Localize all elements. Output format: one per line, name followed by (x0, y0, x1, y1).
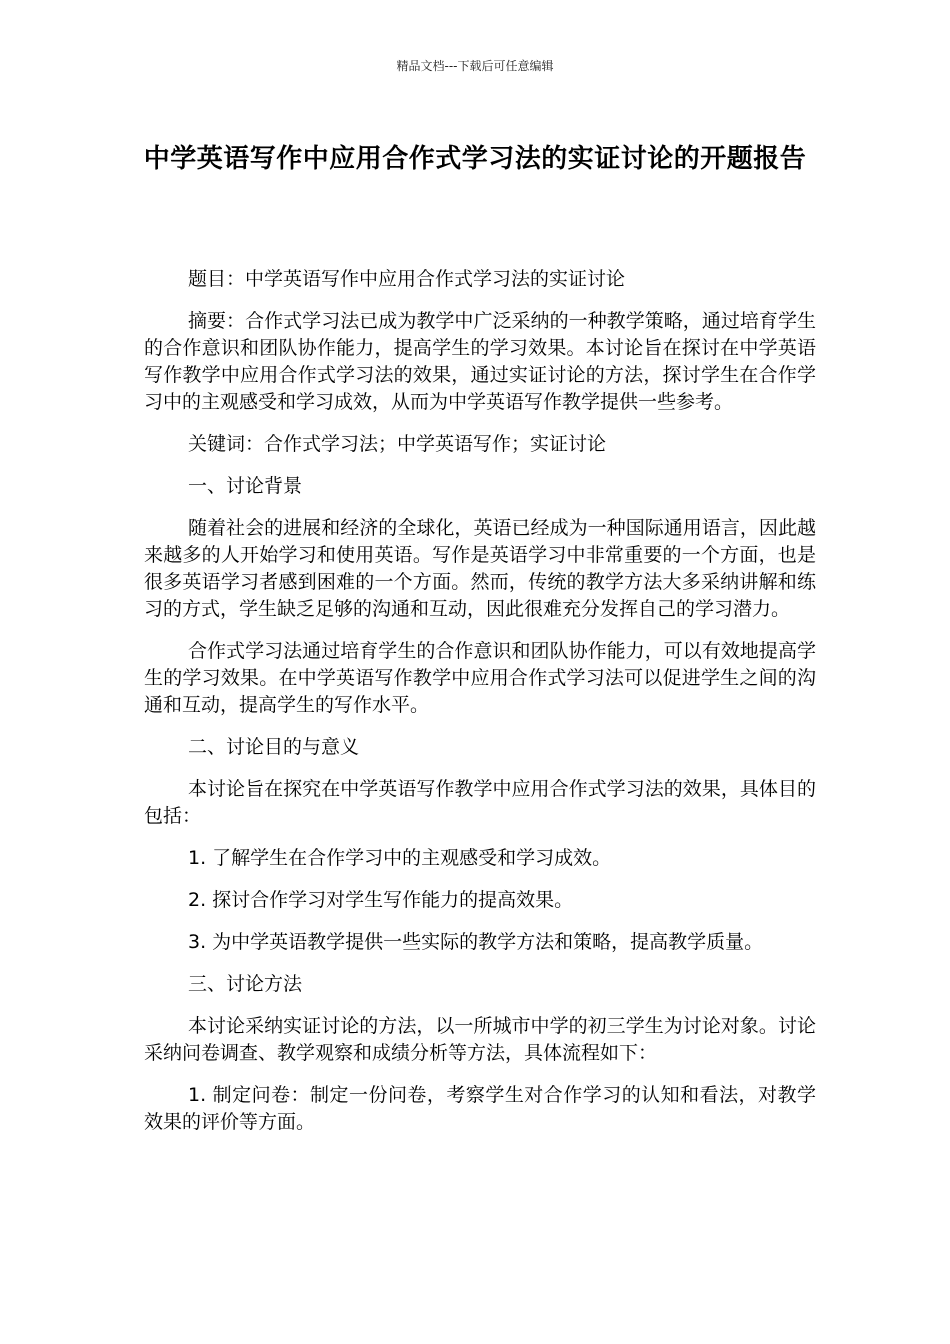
section-heading-purpose: 二、讨论目的与意义 (188, 736, 360, 758)
keywords-line: 关键词：合作式学习法；中学英语写作；实证讨论 (188, 433, 607, 455)
section-heading-background: 一、讨论背景 (188, 475, 303, 497)
background-paragraph-1: 随着社会的进展和经济的全球化，英语已经成为一种国际通用语言，因此越来越多的人开始学习和使用英语。写作是英语学习中非常重要的一个方面，也是很多英语学习者感到困难的一个方面。然而，传统的教学方法大多采纳讲解和练习的方式，学生缺乏足够的沟通和互动，因此很难充分发挥自己的学习潜力。 (144, 517, 816, 620)
document-title: 中学英语写作中应用合作式学习法的实证讨论的开题报告 (143, 144, 807, 174)
background-paragraph-2: 合作式学习法通过培育学生的合作意识和团队协作能力，可以有效地提高学生的学习效果。在中学英语写作教学中应用合作式学习法可以促进学生之间的沟通和互动，提高学生的写作水平。 (144, 640, 816, 716)
document-body (144, 266, 816, 1151)
method-intro-paragraph: 本讨论采纳实证讨论的方法，以一所城市中学的初三学生为讨论对象。讨论采纳问卷调查、教学观察和成绩分析等方法，具体流程如下： (144, 1015, 816, 1064)
purpose-list-item: 2. 探讨合作学习对学生写作能力的提高效果。 (188, 889, 574, 911)
section-heading-method: 三、讨论方法 (188, 973, 303, 995)
topic-line: 题目：中学英语写作中应用合作式学习法的实证讨论 (188, 268, 626, 290)
abstract-paragraph: 摘要：合作式学习法已成为教学中广泛采纳的一种教学策略，通过培育学生的合作意识和团队协作能力，提高学生的学习效果。本讨论旨在探讨在中学英语写作教学中应用合作式学习法的效果，通过实证讨论的方法，探讨学生在合作学习中的主观感受和学习成效，从而为中学英语写作教学提供一些参考。 (144, 310, 816, 413)
method-list-item: 1. 制定问卷：制定一份问卷，考察学生对合作学习的认知和看法，对教学效果的评价等方面。 (144, 1084, 816, 1133)
header-note: 精品文档---下载后可任意编辑 (396, 59, 554, 73)
purpose-intro-paragraph: 本讨论旨在探究在中学英语写作教学中应用合作式学习法的效果，具体目的包括： (144, 778, 816, 827)
purpose-list-item: 1. 了解学生在合作学习中的主观感受和学习成效。 (188, 847, 612, 869)
purpose-list-item: 3. 为中学英语教学提供一些实际的教学方法和策略，提高教学质量。 (188, 931, 764, 953)
